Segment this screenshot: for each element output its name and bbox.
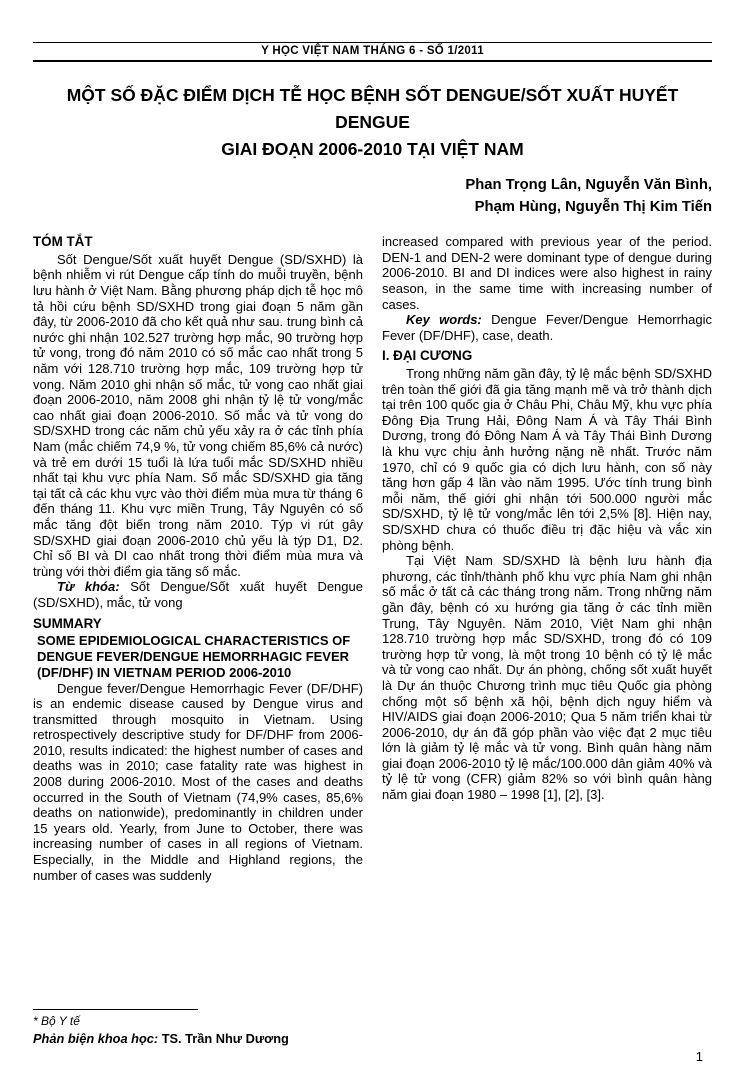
section1-heading: I. ĐẠI CƯƠNG — [382, 348, 473, 364]
section1-paragraph-2: Tại Việt Nam SD/SXHD là bệnh lưu hành địa phương, các tỉnh/thành phố khu vực phía Nam ghi nhận số mắc ở tất cả các tháng trong năm. Trong những năm gần đây, bệnh có xu hướng gia tăng ở các tỉnh miền Trung, Tây Nguyên. Năm 2010, Việt Nam ghi nhận 128.710 trường hợp mắc SD/SXHD, trong đó có 109 trường hợp tử vong, là một trong 10 bệnh có tỷ lệ mắc và tử vong cao nhất. Dự án phòng, chống sốt xuất huyết là Dự án thuộc Chương trình mục tiêu Quốc gia phòng chống một số bệnh xã hội, bệnh dịch nguy hiểm và HIV/AIDS giai đoạn 2006-2010; Qua 5 năm triển khai từ 2006-2010, dự án đã góp phần vào việc đạt 2 mục tiêu lớn là giảm tỷ lệ mắc và tử vong. Bình quân hàng năm giai đoạn 2006-2010 tỷ lệ mắc/100.000 dân giảm 40% và tỷ lệ tử vong (CFR) giảm 82% so với bình quân hàng năm giai đoạn 1980 – 1998 [1], [2], [3]. — [382, 553, 712, 803]
keywords-en-paragraph — [382, 312, 712, 343]
author-affiliation: * Bộ Y tế — [33, 1014, 80, 1028]
authors-line2: Phạm Hùng, Nguyễn Thị Kim Tiến — [474, 198, 712, 215]
scientific-reviewer — [33, 1031, 393, 1046]
journal-header — [33, 42, 712, 62]
paper-title-line2: GIAI ĐOẠN 2006-2010 TẠI VIỆT NAM — [221, 139, 524, 160]
body-columns — [33, 234, 712, 883]
journal-header-text: Y HỌC VIỆT NAM THÁNG 6 - SỐ 1/2011 — [261, 45, 484, 57]
section1-paragraph-1: Trong những năm gần đây, tỷ lệ mắc bệnh SD/SXHD trên toàn thế giới đã gia tăng mạnh mẽ và trở thành dịch tại trên 100 quốc gia ở Châu Phi, Châu Mỹ, khu vực phía Đông Địa Trung Hải, Đông Nam Á và Tây Thái Bình Dương, trong đó Đông Nam Á và Tây Thái Bình Dương là khu vực chịu ảnh hưởng nặng nề nhất. Trước năm 1970, chỉ có 9 quốc gia có dịch lưu hành, con số này tăng hơn gấp 4 lần vào năm 1995. Ước tính trung bình mỗi năm, thế giới ghi nhận tới 500.000 người mắc SD/SXHD, tỷ lệ tử vong/mắc lên tới 2,5% [8]. Hiện nay, SD/SXHD chưa có thuốc điều trị đặc hiệu và vắc xin phòng bệnh. — [382, 366, 712, 553]
page-number: 1 — [692, 1047, 707, 1066]
keywords-vi-text: Sốt Dengue/Sốt xuất huyết Dengue (SD/SXHD), mắc, tử vong — [33, 579, 363, 610]
reviewer-label: Phản biện khoa học: — [33, 1031, 159, 1046]
summary-continued-paragraph: increased compared with previous year of the period. DEN-1 and DEN-2 were dominant type of dengue during 2006-2010. BI and DI indices were also highest in rainy season, in the same time with increasing number of cases. — [382, 234, 712, 312]
summary-subheading: SOME EPIDEMIOLOGICAL CHARACTERISTICS OF DENGUE FEVER/DENGUE HEMORRHAGIC FEVER (DF/DHF) IN VIETNAM PERIOD 2006-2010 — [37, 633, 351, 680]
right-column — [382, 234, 712, 883]
footnote-rule — [33, 1009, 198, 1010]
abstract-heading: TÓM TẮT — [33, 234, 93, 250]
keywords-vi-paragraph — [33, 579, 363, 610]
footnote — [33, 1006, 393, 1046]
reviewer-name: TS. Trần Như Dương — [161, 1031, 289, 1046]
left-column — [33, 234, 363, 883]
paper-title — [33, 82, 712, 163]
authors — [33, 175, 712, 218]
paper-title-line1: MỘT SỐ ĐẶC ĐIỂM DỊCH TỄ HỌC BỆNH SỐT DENGUE/SỐT XUẤT HUYẾT DENGUE — [66, 85, 679, 133]
authors-line1: Phan Trọng Lân, Nguyễn Văn Bình, — [465, 177, 712, 194]
abstract-paragraph: Sốt Dengue/Sốt xuất huyết Dengue (SD/SXHD) là bệnh nhiễm vi rút Dengue cấp tính do muỗi truyền, bệnh lưu hành ở Việt Nam. Bằng phương pháp dịch tễ học mô tả hồi cứu bệnh SD/SXHD trong giai đoạn 5 năm gần đây, từ 2006-2010 đã cho kết quả như sau. trung bình cả nước ghi nhận 102.527 trường hợp mắc, 90 trường hợp tử vong, trong đó năm 2010 có số mắc cao nhất trong 5 năm với 128.710 trường hợp mắc, 109 trường hợp tử vong. Năm 2010 ghi nhận số mắc, tử vong cao nhất giai đoạn 2006-2010, năm 2008 ghi nhận tỷ lệ tử vong/mắc cao nhất giai đoạn 2006-2010. Số mắc và tử vong do SD/SXHD trong các năm chủ yếu xảy ra ở các tỉnh phía Nam (mắc chiếm 74,9 %, tử vong chiếm 85,6% cả nước) và trẻ em dưới 15 tuổi là lứa tuổi mắc SD/SXHD nhiều nhất tại khu vực phía Nam. Số mắc SD/SXHD gia tăng tại tất cả các khu vực vào thời điểm mùa mưa từ tháng 6 đến tháng 11. Khu vực miền Trung, Tây Nguyên có số mắc tăng đột biến trong năm 2010. Týp vi rút gây SD/SXHD giai đoạn 2006-2010 chủ yếu là týp D1, D2. Chỉ số BI và DI cao nhất trong thời điểm mùa mưa và trùng với thời điểm gia tăng số mắc. — [33, 251, 363, 579]
keywords-en-text: Dengue Fever/Dengue Hemorrhagic Fever (DF/DHF), case, death. — [382, 312, 712, 343]
summary-heading: SUMMARY — [33, 615, 102, 631]
summary-paragraph: Dengue fever/Dengue Hemorrhagic Fever (DF/DHF) is an endemic disease caused by Dengue virus and transmitted through mosquito in Vietnam. Using retrospectively descriptive study for DF/DHF from 2006-2010, results indicated: the highest number of cases and deaths was in 2010; case fatality rate was highest in 2008 during 2006-2010. Most of the cases and deaths occurred in the South of Vietnam (74,9% cases, 85,6% deaths on nationwide), predominantly in children under 15 years old. Yearly, from June to October, there was increasing number of cases in all regions of Vietnam. Especially, in the Middle and Highland regions, the number of cases was suddenly — [33, 680, 363, 883]
keywords-vi-label: Từ khóa: — [57, 579, 120, 595]
keywords-en-label: Key words: — [406, 312, 482, 328]
